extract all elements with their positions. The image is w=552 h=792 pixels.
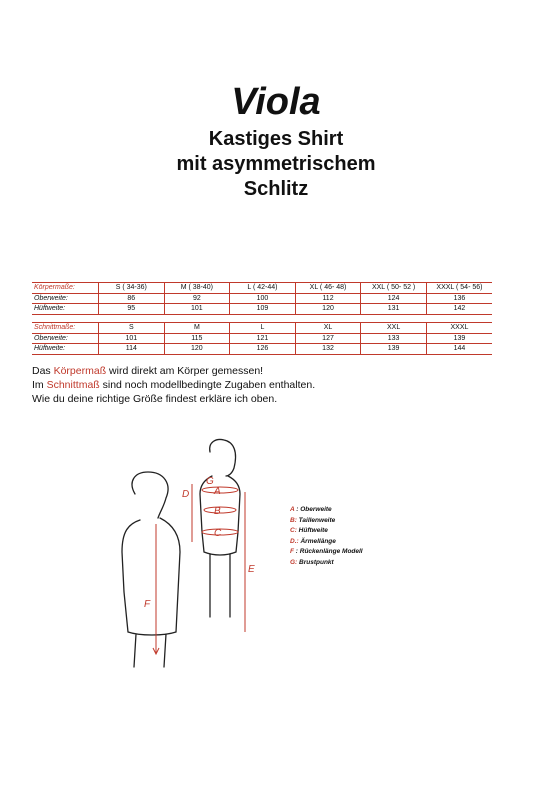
legend-text: : Oberweite: [294, 506, 332, 513]
legend-letter: C:: [290, 527, 297, 534]
back-figure-hair: [132, 472, 168, 518]
legend-text: Brustpunkt: [297, 558, 334, 566]
measurement-legend: [290, 505, 363, 568]
table-row: [32, 344, 492, 355]
table-cell: XXXL: [426, 323, 492, 334]
table-cell: 132: [295, 344, 361, 355]
table-header-row: [32, 283, 492, 294]
note-highlight: Körpermaß: [53, 365, 107, 377]
table-cell: L: [230, 323, 296, 334]
subtitle-line-1: Kastiges Shirt: [208, 128, 344, 150]
legend-item: [290, 505, 363, 516]
table-cell: Hüftweite:: [32, 344, 99, 355]
note-highlight: Schnittmaß: [46, 379, 100, 391]
legend-letter: D.:: [290, 537, 299, 545]
table-cell: 127: [295, 333, 361, 344]
table-row: [32, 304, 492, 315]
table-cell: 144: [426, 344, 492, 355]
subtitle-line-3: Schlitz: [243, 178, 309, 200]
legend-letter: B:: [290, 516, 297, 524]
legend-item: [290, 558, 363, 569]
table-cell: XL: [295, 323, 361, 334]
table-row: [32, 333, 492, 344]
table-cell: XXXL ( 54- 56): [426, 283, 492, 294]
table-header-row: [32, 323, 492, 334]
table-cell: S ( 34-36): [99, 283, 165, 294]
table-cell: L ( 42-44): [230, 283, 296, 294]
table-cell: 95: [99, 304, 165, 315]
table-cell: Hüftweite:: [32, 304, 99, 315]
table-cell: M ( 38-40): [164, 283, 230, 294]
back-figure-outline: [122, 518, 180, 667]
koerpermasse-table: [32, 282, 492, 315]
table-cell: XXL: [361, 323, 427, 334]
legend-text: Hüftweite: [296, 527, 328, 534]
legend-letter: A: [290, 506, 295, 513]
table-cell: 112: [295, 293, 361, 304]
table-cell: Oberweite:: [32, 333, 99, 344]
table-cell: 120: [295, 304, 361, 315]
figure-letter-b: B: [214, 506, 221, 517]
page-title: Viola: [231, 81, 321, 123]
note-text: Das: [32, 365, 54, 377]
table-cell: 142: [426, 304, 492, 315]
table-row: [32, 293, 492, 304]
table-cell: Oberweite:: [32, 293, 99, 304]
front-figure-outline: [200, 476, 240, 617]
subtitle-line-2: mit asymmetrischem: [176, 153, 376, 175]
table-cell: 124: [361, 293, 427, 304]
table-cell: 100: [230, 293, 296, 304]
note-line-3: Wie du deine richtige Größe findest erkläre ich oben.: [32, 393, 278, 405]
table-cell: 121: [230, 333, 296, 344]
table-cell: XXL ( 50- 52 ): [361, 283, 427, 294]
figure-letter-a: A: [214, 486, 221, 497]
table-cell: 109: [230, 304, 296, 315]
legend-item: [290, 516, 363, 527]
note-text: wird direkt am Körper gemessen!: [106, 365, 264, 377]
table-cell: 115: [164, 333, 230, 344]
table-cell: 131: [361, 304, 427, 315]
table-cell: XL ( 46- 48): [295, 283, 361, 294]
note-line-2: [32, 378, 315, 392]
table-cell: S: [99, 323, 165, 334]
legend-item: [290, 547, 363, 558]
table-cell: 139: [426, 333, 492, 344]
table-cell: 136: [426, 293, 492, 304]
size-notes: [32, 364, 315, 406]
legend-text: Taillenweite: [296, 516, 336, 524]
figure-letter-c: C: [214, 528, 222, 539]
table-cell: 139: [361, 344, 427, 355]
figure-letter-g: G: [206, 476, 214, 487]
table-cell: 133: [361, 333, 427, 344]
table-cell: 101: [99, 333, 165, 344]
table-cell: Körpermaße:: [32, 283, 99, 294]
table-cell: Schnittmaße:: [32, 323, 99, 334]
measurement-illustration: [100, 432, 280, 692]
note-line-1: [32, 364, 315, 378]
legend-text: : Rückenlänge Modell: [293, 548, 363, 555]
note-text: Im: [32, 379, 47, 391]
legend-letter: G:: [290, 558, 298, 566]
table-cell: 86: [99, 293, 165, 304]
legend-letter: F: [290, 548, 294, 555]
legend-item: [290, 526, 363, 537]
note-text: sind noch modellbedingte Zugaben enthalten.: [99, 379, 316, 391]
table-cell: 120: [164, 344, 230, 355]
table-cell: 126: [230, 344, 296, 355]
legend-text: Ärmellänge: [298, 537, 336, 545]
table-cell: M: [164, 323, 230, 334]
figure-letter-d: D: [182, 489, 190, 500]
front-figure-hair: [210, 440, 236, 477]
figure-letter-f: F: [144, 599, 151, 610]
figure-letter-e: E: [248, 564, 255, 575]
legend-item: [290, 537, 363, 548]
table-cell: 101: [164, 304, 230, 315]
schnittmasse-table: [32, 322, 492, 355]
table-cell: 92: [164, 293, 230, 304]
table-cell: 114: [99, 344, 165, 355]
